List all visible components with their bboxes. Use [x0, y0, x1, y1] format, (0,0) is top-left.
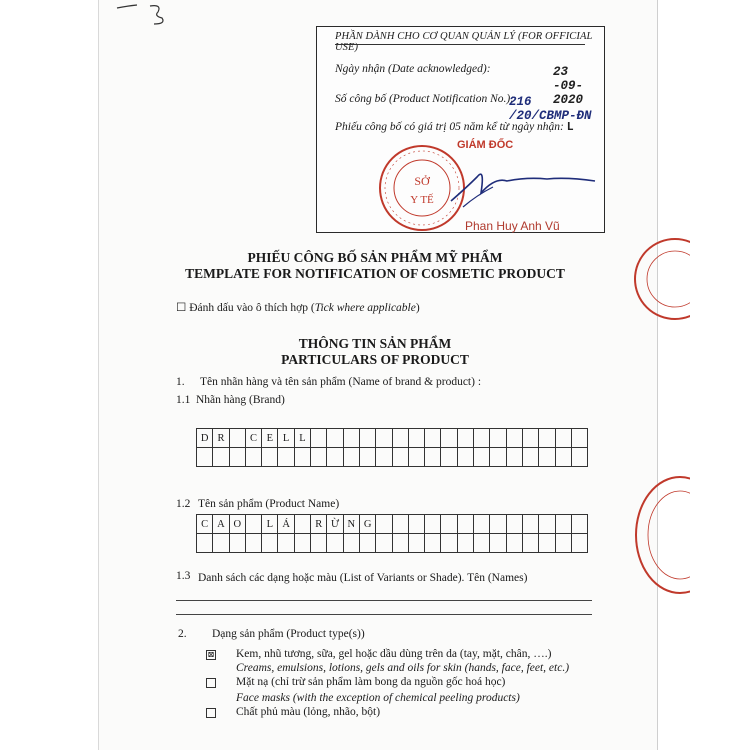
brand-cell[interactable]: [343, 448, 359, 467]
item-1-1-number: 1.1: [176, 394, 191, 406]
product-cell[interactable]: [457, 515, 473, 534]
item-1-label: Tên nhãn hàng và tên sản phẩm (Name of brand & product) :: [200, 376, 482, 388]
brand-cell[interactable]: [359, 448, 375, 467]
brand-cell[interactable]: [571, 448, 587, 467]
brand-row: [197, 429, 588, 448]
product-cell[interactable]: [327, 534, 343, 553]
product-cell[interactable]: C: [197, 515, 213, 534]
brand-cell[interactable]: R: [213, 429, 229, 448]
product-type-2-en: Face masks (with the exception of chemical peeling products): [236, 692, 520, 704]
brand-cell[interactable]: [506, 429, 522, 448]
product-cell[interactable]: [213, 534, 229, 553]
validity-row: [335, 121, 574, 134]
brand-cell[interactable]: [392, 429, 408, 448]
brand-cell[interactable]: E: [262, 429, 278, 448]
brand-character-grid: [196, 428, 588, 467]
brand-cell[interactable]: [441, 448, 457, 467]
product-cell[interactable]: [571, 515, 587, 534]
brand-cell[interactable]: [311, 448, 327, 467]
brand-cell[interactable]: [311, 429, 327, 448]
product-cell[interactable]: [278, 534, 294, 553]
product-cell[interactable]: [522, 534, 538, 553]
brand-cell[interactable]: [425, 429, 441, 448]
brand-cell[interactable]: [490, 448, 506, 467]
brand-cell[interactable]: L: [278, 429, 294, 448]
brand-cell[interactable]: [376, 429, 392, 448]
product-cell[interactable]: [262, 534, 278, 553]
product-cell[interactable]: O: [229, 515, 245, 534]
product-cell[interactable]: [522, 515, 538, 534]
brand-cell[interactable]: [490, 429, 506, 448]
seal-text-bottom: Y TẾ: [410, 194, 434, 206]
product-cell[interactable]: [229, 534, 245, 553]
product-type-3-vn: Chất phủ màu (lỏng, nhão, bột): [236, 706, 381, 718]
brand-cell[interactable]: [278, 448, 294, 467]
product-cell[interactable]: Á: [278, 515, 294, 534]
signature-icon: [437, 147, 607, 227]
notification-no-row: [335, 93, 514, 105]
item-1-2-number: 1.2: [176, 498, 191, 510]
product-cell[interactable]: [294, 515, 310, 534]
product-cell[interactable]: [441, 515, 457, 534]
product-cell[interactable]: [490, 515, 506, 534]
product-cell[interactable]: [555, 515, 571, 534]
brand-cell[interactable]: [229, 429, 245, 448]
product-cell[interactable]: [425, 534, 441, 553]
brand-cell[interactable]: [213, 448, 229, 467]
product-cell[interactable]: [571, 534, 587, 553]
partial-seal-icon-lower: [620, 470, 690, 600]
validity-label: Phiếu công bố có giá trị 05 năm kể từ ngày nhận:: [335, 121, 564, 133]
handwritten-scribble: [112, 0, 172, 28]
product-cell[interactable]: [376, 534, 392, 553]
brand-cell[interactable]: [522, 429, 538, 448]
item-1-3-label: Danh sách các dạng hoặc màu (List of Variants or Shade). Tên (Names): [198, 572, 528, 584]
product-type-checkbox-3[interactable]: [206, 708, 216, 718]
brand-cell[interactable]: [327, 448, 343, 467]
product-cell[interactable]: [506, 515, 522, 534]
brand-cell[interactable]: [457, 429, 473, 448]
date-acknowledged-label: Ngày nhận (Date acknowledged):: [335, 63, 491, 75]
form-title-vn: PHIẾU CÔNG BỐ SẢN PHẨM MỸ PHẨM: [247, 250, 503, 265]
product-cell[interactable]: [539, 515, 555, 534]
product-row: [197, 515, 588, 534]
official-use-box: [316, 26, 605, 233]
brand-cell[interactable]: [229, 448, 245, 467]
product-cell[interactable]: [457, 534, 473, 553]
brand-cell[interactable]: [392, 448, 408, 467]
date-acknowledged-row: [335, 63, 491, 75]
brand-cell[interactable]: [539, 429, 555, 448]
tick-note-close: ): [415, 302, 420, 314]
item-1-3-number: 1.3: [176, 570, 191, 582]
notification-no-label: Số công bố (Product Notification No.):: [335, 93, 515, 105]
product-cell[interactable]: [506, 534, 522, 553]
item-2-label: Dạng sản phẩm (Product type(s)): [212, 628, 365, 640]
product-cell[interactable]: [245, 515, 261, 534]
product-cell[interactable]: N: [343, 515, 359, 534]
brand-cell[interactable]: [408, 448, 424, 467]
brand-cell[interactable]: [262, 448, 278, 467]
signer-name: Phan Huy Anh Vũ: [465, 219, 560, 233]
brand-cell[interactable]: [376, 448, 392, 467]
product-cell[interactable]: [425, 515, 441, 534]
brand-cell[interactable]: [294, 448, 310, 467]
product-cell[interactable]: [408, 534, 424, 553]
director-title: GIÁM ĐỐC: [457, 139, 514, 151]
product-cell[interactable]: [408, 515, 424, 534]
brand-cell[interactable]: [343, 429, 359, 448]
notification-no-value: 216 /20/CBMP-ĐN: [509, 95, 592, 123]
product-type-1-en: Creams, emulsions, lotions, gels and oils for skin (hands, face, feet, etc.): [236, 662, 570, 674]
item-1-number: 1.: [176, 376, 185, 388]
product-cell[interactable]: [359, 534, 375, 553]
product-name-character-grid: [196, 514, 588, 553]
item-1-1-label: Nhãn hàng (Brand): [196, 394, 285, 406]
product-cell[interactable]: L: [262, 515, 278, 534]
product-cell[interactable]: [197, 534, 213, 553]
product-cell[interactable]: A: [213, 515, 229, 534]
brand-cell[interactable]: [408, 429, 424, 448]
tick-note: [176, 300, 420, 314]
official-use-header: PHẦN DÀNH CHO CƠ QUAN QUẢN LÝ (FOR OFFICIAL USE): [335, 31, 593, 53]
brand-cell[interactable]: D: [197, 429, 213, 448]
brand-cell[interactable]: [197, 448, 213, 467]
product-cell[interactable]: Ừ: [327, 515, 343, 534]
seal-text-top: SỞ: [414, 174, 430, 188]
product-type-checkbox-2[interactable]: [206, 678, 216, 688]
product-cell[interactable]: [343, 534, 359, 553]
brand-cell[interactable]: C: [245, 429, 261, 448]
date-acknowledged-value: 23 -09- 2020: [553, 65, 584, 107]
empty-checkbox-icon: ☐: [176, 302, 187, 314]
product-cell[interactable]: [555, 534, 571, 553]
item-2-number: 2.: [178, 628, 187, 640]
section-title-en: PARTICULARS OF PRODUCT: [281, 352, 469, 367]
variants-line-2: [176, 614, 592, 615]
product-cell[interactable]: [245, 534, 261, 553]
product-cell[interactable]: R: [311, 515, 327, 534]
tick-note-vn: Đánh dấu vào ô thích hợp (: [189, 302, 315, 314]
section-title-vn: THÔNG TIN SẢN PHẨM: [298, 336, 452, 351]
product-cell[interactable]: [392, 515, 408, 534]
brand-cell[interactable]: [359, 429, 375, 448]
product-cell[interactable]: [311, 534, 327, 553]
brand-cell[interactable]: [474, 429, 490, 448]
brand-row: [197, 448, 588, 467]
brand-cell[interactable]: [571, 429, 587, 448]
product-cell[interactable]: [474, 515, 490, 534]
brand-cell[interactable]: [522, 448, 538, 467]
brand-cell[interactable]: [457, 448, 473, 467]
product-cell[interactable]: [441, 534, 457, 553]
form-title-en: TEMPLATE FOR NOTIFICATION OF COSMETIC PRODUCT: [185, 266, 565, 281]
brand-cell[interactable]: [539, 448, 555, 467]
product-type-2-vn: Mặt nạ (chỉ trừ sản phẩm làm bong da nguồn gốc hoá học): [236, 676, 506, 688]
product-row: [197, 534, 588, 553]
item-1-2-label: Tên sản phẩm (Product Name): [198, 498, 340, 510]
product-cell[interactable]: [294, 534, 310, 553]
brand-cell[interactable]: [327, 429, 343, 448]
brand-cell[interactable]: [245, 448, 261, 467]
header-underline: [335, 44, 585, 45]
product-cell[interactable]: [392, 534, 408, 553]
product-cell[interactable]: G: [359, 515, 375, 534]
product-cell[interactable]: [539, 534, 555, 553]
product-cell[interactable]: [474, 534, 490, 553]
tick-note-en: Tick where applicable: [314, 302, 416, 314]
brand-cell[interactable]: [555, 448, 571, 467]
brand-cell[interactable]: [555, 429, 571, 448]
brand-cell[interactable]: [441, 429, 457, 448]
brand-cell[interactable]: [474, 448, 490, 467]
brand-cell[interactable]: [425, 448, 441, 467]
brand-cell[interactable]: L: [294, 429, 310, 448]
product-cell[interactable]: [376, 515, 392, 534]
product-cell[interactable]: [490, 534, 506, 553]
brand-cell[interactable]: [506, 448, 522, 467]
validity-mark: L: [566, 121, 574, 134]
product-type-1-vn: Kem, nhũ tương, sữa, gel hoặc dầu dùng trên da (tay, mặt, chân, ….): [236, 648, 552, 660]
variants-line-1: [176, 600, 592, 601]
product-type-checkbox-1[interactable]: ⊠: [207, 650, 215, 659]
